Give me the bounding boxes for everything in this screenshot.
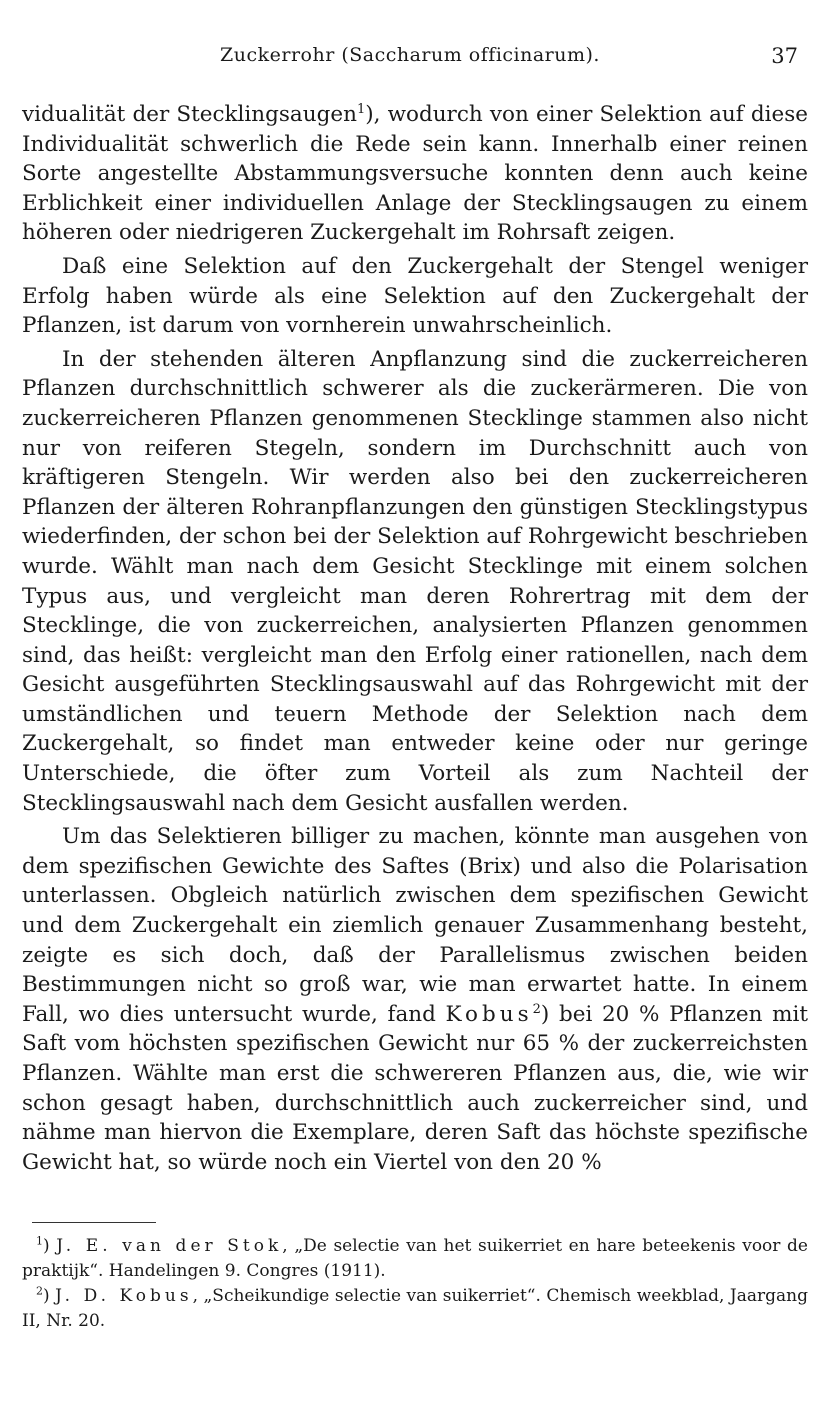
footnote-mark: 2 (36, 1284, 43, 1298)
footnote-author: J. E. van der Stok (56, 1236, 283, 1256)
paragraph-4 (22, 822, 808, 1177)
body-text (22, 100, 808, 1181)
footnote-2: $^2$) J. D. Kobus, „Scheikundige selectie van suikerriet“. Chemisch weekblad, Jaargang II, Nr. 20. (22, 1284, 808, 1331)
footnote-text: , „De selectie van het suikerriet en hare beteekenis voor de praktijk“. Handelingen 9. Congres (1911). (22, 1236, 808, 1281)
footnote-1: $^1$) J. E. van der Stok, „De selectie van het suikerriet en hare beteekenis voor de praktijk“. Handelingen 9. Congres (1911). (22, 1234, 808, 1281)
paragraph-text: vidualität der Stecklingsaugen (22, 102, 357, 127)
page-number: 37 (771, 44, 798, 68)
paragraph-2: Daß eine Selektion auf den Zuckergehalt der Stengel weniger Erfolg haben würde als eine Selektion auf den Zuckergehalt der Pflanzen, ist darum von vornherein unwahrscheinlich. (22, 253, 808, 339)
paragraph-text: ) bei 20 % Pflanzen mit Saft vom höchsten spezifischen Gewicht nur 65 % der zuckerreichsten Pflanzen. Wählte man erst die schwereren Pflanzen aus, die, wie wir schon gesagt haben, durchschnittlich auch zuckerreicher sind, und nähme man hiervon die Exemplare, deren Saft das höchste spezifische Gewicht hat, so würde noch ein Viertel von den 20 % (22, 1001, 809, 1175)
footnotes (22, 1234, 808, 1334)
footnote-ref: 2 (532, 1001, 541, 1017)
footnote-ref: 1 (356, 101, 366, 117)
paragraph-text: ), wodurch von einer Selektion auf diese Individualität schwerlich die Rede sein kann. Innerhalb einer reinen Sorte angestellte Abstammungsversuche konnten denn auch keine Erblichkeit einer individuellen Anlage der Stecklingsaugen zu einem höheren oder niedrigeren Zuckergehalt im Rohrsaft zeigen. (22, 102, 808, 246)
paragraph-text: Um das Selektieren billiger zu machen, könnte man ausgehen von dem spezifischen Gewichte des Saftes (Brix) und also die Polarisation unterlassen. Obgleich natürlich zwischen dem spezifischen Gewicht und dem Zuckergehalt ein ziemlich genauer Zusammenhang besteht, zeigte es sich doch, daß der Parallelismus zwischen beiden Bestimmungen nicht so groß war, wie man erwartet hatte. In einem Fall, wo dies untersucht wurde, fand (22, 824, 808, 1027)
running-head (22, 44, 798, 74)
paragraph-3: In der stehenden älteren Anpflanzung sind die zuckerreicheren Pflanzen durchschnittlich schwerer als die zuckerärmeren. Die von zuckerreicheren Pflanzen genommenen Stecklinge stammen also nicht nur von reiferen Stegeln, sondern im Durchschnitt auch von kräftigeren Stengeln. Wir werden also bei den zuckerreicheren Pflanzen der älteren Rohranpflanzungen den günstigen Stecklingstypus wiederfinden, der schon bei der Selektion auf Rohrgewicht beschrieben wurde. Wählt man nach dem Gesicht Stecklinge mit einem solchen Typus aus, und vergleicht man deren Rohrertrag mit dem der Stecklinge, die von zuckerreichen, analysierten Pflanzen genommen sind, das heißt: vergleicht man den Erfolg einer rationellen, nach dem Gesicht ausgeführten Stecklingsauswahl auf das Rohrgewicht mit der umständlichen und teuern Methode der Selektion nach dem Zuckergehalt, so findet man entweder keine oder nur geringe Unterschiede, die öfter zum Vorteil als zum Nachteil der Stecklingsauswahl nach dem Gesicht ausfallen werden. (22, 346, 808, 816)
footnote-rule (32, 1222, 156, 1223)
footnote-author: J. D. Kobus (55, 1286, 193, 1306)
footnote-mark: 1 (36, 1234, 43, 1248)
author-name: Kobus (445, 1001, 533, 1027)
paragraph-1 (22, 100, 808, 248)
footnote-text: , „Scheikundige selectie van suikerriet“. Chemisch weekblad, Jaargang II, Nr. 20. (22, 1286, 808, 1331)
running-head-title: Zuckerrohr (Saccharum officinarum). (220, 44, 600, 66)
